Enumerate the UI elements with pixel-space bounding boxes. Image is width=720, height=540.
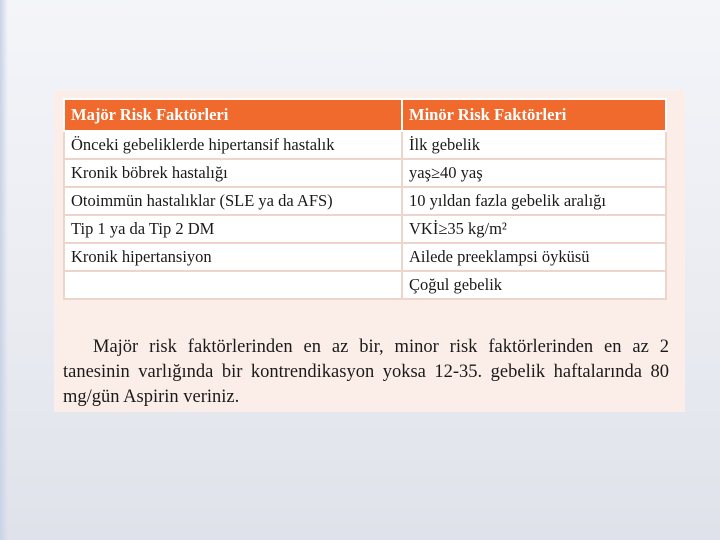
minor-risk-cell: yaş≥40 yaş bbox=[402, 159, 666, 187]
table-row bbox=[64, 271, 666, 299]
minor-risk-cell: Çoğul gebelik bbox=[402, 271, 666, 299]
major-risk-cell bbox=[64, 271, 402, 299]
table-row bbox=[64, 131, 666, 159]
table-row bbox=[64, 159, 666, 187]
table-header-row bbox=[64, 99, 666, 131]
major-risk-cell: Kronik hipertansiyon bbox=[64, 243, 402, 271]
major-risk-cell: Tip 1 ya da Tip 2 DM bbox=[64, 215, 402, 243]
content-panel bbox=[54, 90, 685, 412]
table-row bbox=[64, 215, 666, 243]
major-risk-cell: Önceki gebeliklerde hipertansif hastalık bbox=[64, 131, 402, 159]
table-row bbox=[64, 187, 666, 215]
risk-factors-table bbox=[63, 98, 667, 300]
minor-risk-cell: 10 yıldan fazla gebelik aralığı bbox=[402, 187, 666, 215]
table-row bbox=[64, 243, 666, 271]
major-risk-cell: Otoimmün hastalıklar (SLE ya da AFS) bbox=[64, 187, 402, 215]
header-minor-risk: Minör Risk Faktörleri bbox=[402, 99, 666, 131]
minor-risk-cell: Ailede preeklampsi öyküsü bbox=[402, 243, 666, 271]
header-major-risk: Majör Risk Faktörleri bbox=[64, 99, 402, 131]
minor-risk-cell: İlk gebelik bbox=[402, 131, 666, 159]
slide-edge-accent bbox=[0, 0, 8, 540]
aspirin-recommendation-text: Majör risk faktörlerinden en az bir, minor risk faktörlerinden en az 2 tanesinin varlığında bir kontrendikasyon yoksa 12-35. gebelik haftalarında 80 mg/gün Aspirin veriniz. bbox=[63, 337, 669, 407]
major-risk-cell: Kronik böbrek hastalığı bbox=[64, 159, 402, 187]
minor-risk-cell: VKİ≥35 kg/m² bbox=[402, 215, 666, 243]
